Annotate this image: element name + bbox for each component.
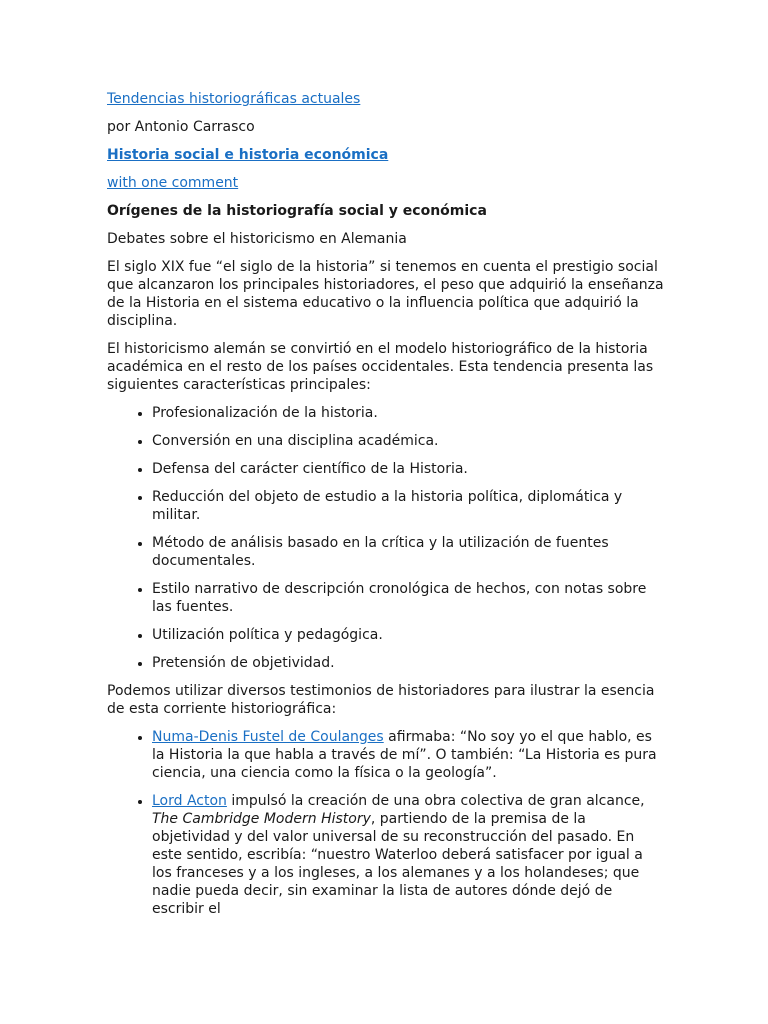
paragraph-historicism: El historicismo alemán se convirtió en el modelo historiográfico de la historia académica en el resto de los países occidentales. Esta tendencia presenta las siguientes características principales: — [107, 341, 654, 393]
list-item: • Método de análisis basado en la crítica y la utilización de fuentes documentales. — [152, 534, 667, 570]
acton-text-before: impulsó la creación de una obra colectiva de gran alcance, — [226, 793, 645, 809]
site-title-link[interactable]: Tendencias historiográficas actuales — [107, 91, 361, 107]
list-item: • Reducción del objeto de estudio a la historia política, diplomática y militar. — [152, 488, 667, 524]
paragraph-intro: El siglo XIX fue “el siglo de la historia” si tenemos en cuenta el prestigio social que alcanzaron los principales historiadores, el peso que adquirió la enseñanza de la Historia en el sistema educativo o la influencia política que adquirió la disciplina. — [107, 259, 664, 329]
testimonies-list — [107, 728, 667, 918]
subheading: Debates sobre el historicismo en Alemania — [107, 231, 407, 247]
acton-work-title: The Cambridge Modern History — [152, 811, 371, 827]
acton-link[interactable]: Lord Acton — [152, 793, 227, 809]
list-item: • Utilización política y pedagógica. — [152, 626, 667, 644]
testimony-fustel — [152, 728, 667, 782]
testimony-acton — [152, 792, 667, 918]
post-title-link[interactable]: Historia social e historia económica — [107, 147, 389, 163]
characteristics-list — [107, 404, 667, 672]
comments-link[interactable]: with one comment — [107, 175, 239, 191]
fustel-quote: afirmaba: “No soy yo el que hablo, es la Historia la que habla a través de mí”. O también: “La Historia es pura ciencia, una ciencia como la física o la geología”. — [152, 729, 657, 781]
article-page — [107, 90, 667, 928]
list-item: • Pretensión de objetividad. — [152, 654, 667, 672]
list-item: • Estilo narrativo de descripción cronológica de hechos, con notas sobre las fuentes. — [152, 580, 667, 616]
acton-text-after: , partiendo de la premisa de la objetividad y del valor universal de su reconstrucción del pasado. En este sentido, escribía: “nuestro Waterloo deberá satisfacer por igual a los franceses y a los ingleses, a los alemanes y a los holandeses; que nadie pueda decir, sin examinar la lista de autores dónde dejó de escribir el — [152, 811, 643, 917]
list-item: • Profesionalización de la historia. — [152, 404, 667, 422]
author-line: por Antonio Carrasco — [107, 119, 255, 135]
section-heading: Orígenes de la historiografía social y económica — [107, 203, 487, 219]
fustel-link[interactable]: Numa-Denis Fustel de Coulanges — [152, 729, 384, 745]
paragraph-testimonies: Podemos utilizar diversos testimonios de historiadores para ilustrar la esencia de esta corriente historiográfica: — [107, 683, 655, 717]
list-item: • Defensa del carácter científico de la Historia. — [152, 460, 667, 478]
list-item: • Conversión en una disciplina académica. — [152, 432, 667, 450]
